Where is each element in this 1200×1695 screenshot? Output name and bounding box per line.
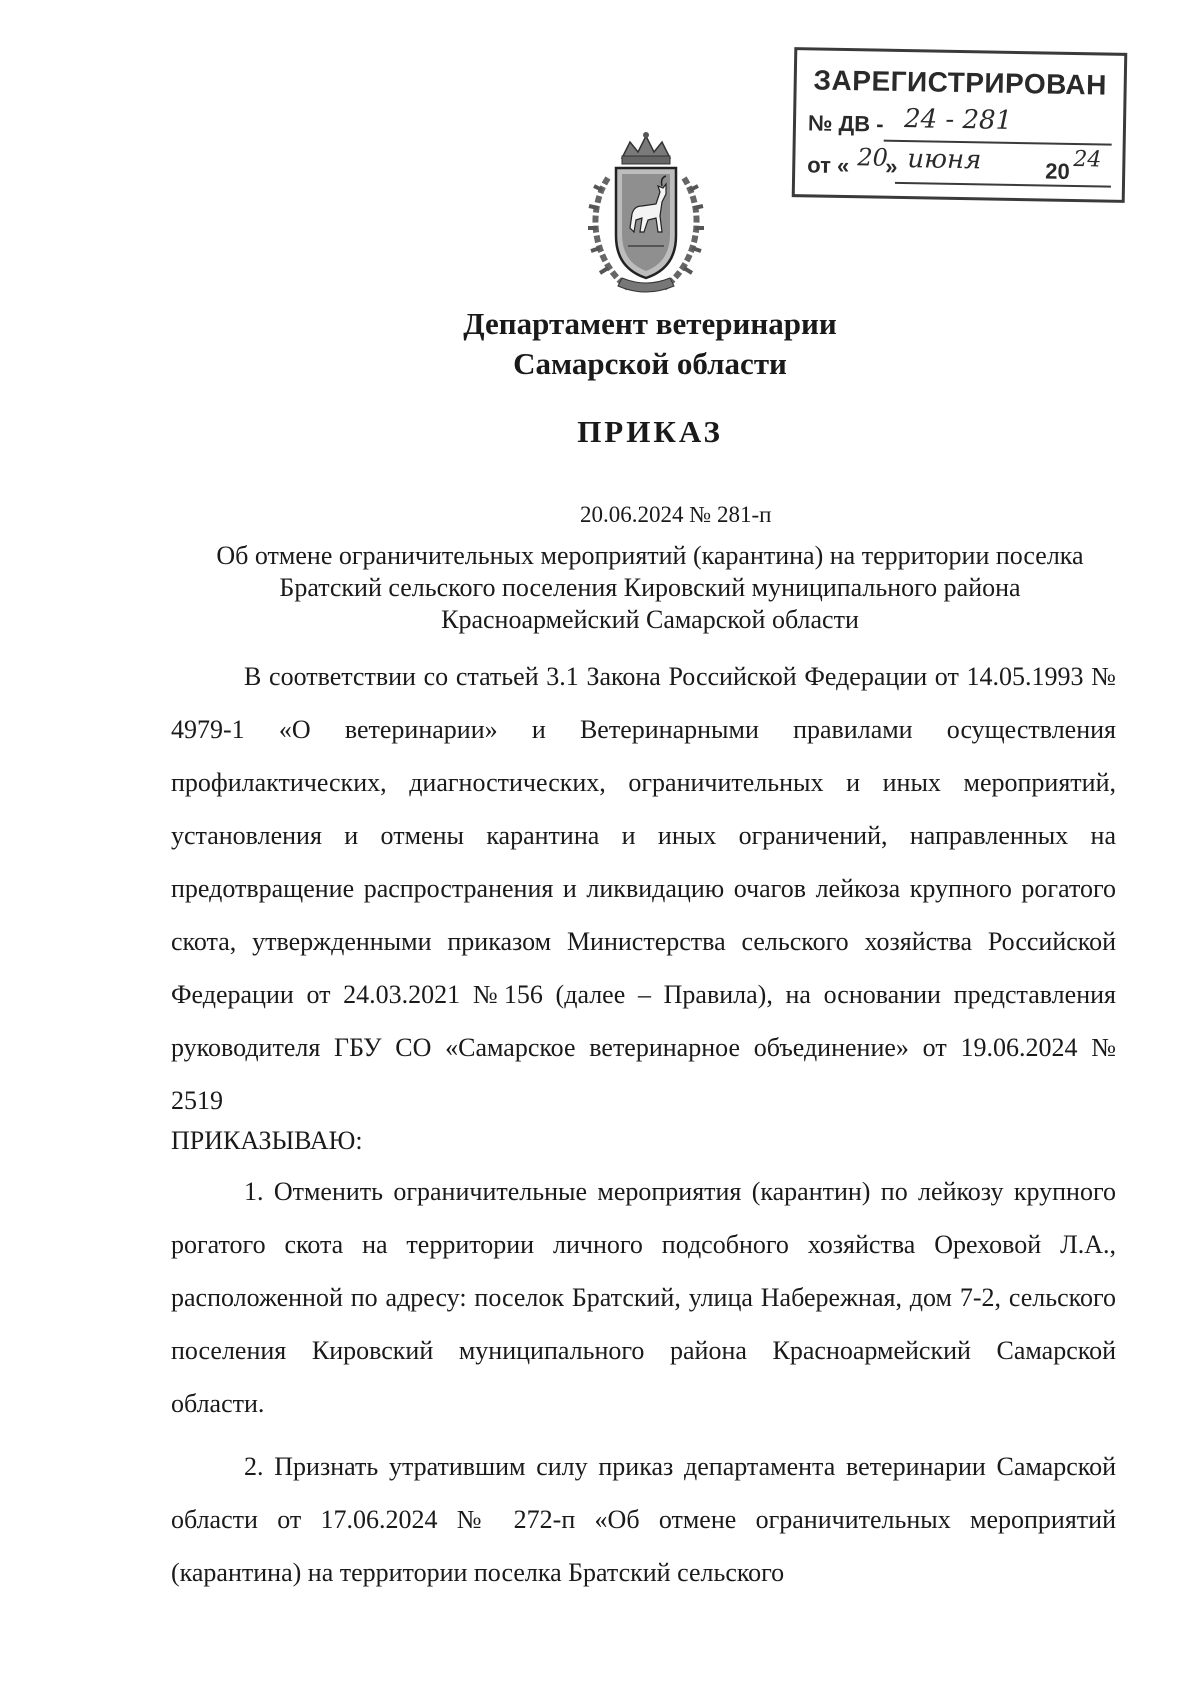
subject-line3: Красноармейский Самарской области <box>441 605 859 634</box>
stamp-date-day: 20 <box>857 143 889 172</box>
preamble-paragraph: В соответствии со статьей 3.1 Закона Российской Федерации от 14.05.1993 № 4979-1 «О ветеринарии» и Ветеринарными правилами осуществления профилактических, диагностических, ограничительных и иных мероприятий, установления и отмены карантина и иных ограничений, направленных на предотвращение распространения и ликвидацию очагов лейкоза крупного рогатого скота, утвержденными приказом Министерства сельского хозяйства Российской Федерации от 24.03.2021 №156 (далее – Правила), на основании представления руководителя ГБУ СО «Самарское ветеринарное объединение» от 19.06.2024 № 2519 <box>171 662 1116 1115</box>
document-body <box>171 650 1116 1599</box>
order-word: ПРИКАЗЫВАЮ: <box>171 1126 363 1155</box>
stamp-number-label: № ДВ - <box>807 110 884 137</box>
stamp-title: ЗАРЕГИСТРИРОВАН <box>813 64 1108 101</box>
stamp-date-year-prefix: 20 <box>1044 158 1070 184</box>
order-item-1: 1. Отменить ограничительные мероприятия (карантин) по лейкозу крупного рогатого скота на территории личного подсобного хозяйства Ореховой Л.А., расположенной по адресу: поселок Братский, улица Набережная, дом 7-2, сельского поселения Кировский муниципального района Красноармейский Самарской области. <box>171 1177 1116 1418</box>
organization-name-line2: Самарской области <box>513 346 787 381</box>
organization-name <box>150 304 1150 384</box>
order-item-2: 2. Признать утратившим силу приказ департамента ветеринарии Самарской области от 17.06.2024 № 272-п «Об отмене ограничительных мероприятий (карантина) на территории поселка Братский сельского <box>171 1452 1116 1587</box>
stamp-date-prefix: от « <box>807 152 850 179</box>
registration-stamp <box>792 47 1128 203</box>
document-date-number: 20.06.2024 № 281-п <box>580 502 772 527</box>
organization-name-line1: Департамент ветеринарии <box>463 306 837 341</box>
document-subject <box>150 540 1150 636</box>
samara-coat-of-arms-icon <box>578 128 714 298</box>
stamp-date-month: июня <box>907 144 982 176</box>
stamp-date-year: 24 <box>1073 146 1102 173</box>
stamp-date-mid: » <box>885 153 898 179</box>
subject-line2: Братский сельского поселения Кировский муниципального района <box>279 573 1021 602</box>
stamp-number-handwritten: 24 - 281 <box>903 104 1013 136</box>
subject-line1: Об отмене ограничительных мероприятий (карантина) на территории поселка <box>216 541 1084 570</box>
stamp-date-rule <box>895 182 1111 188</box>
document-type: ПРИКАЗ <box>577 414 723 449</box>
